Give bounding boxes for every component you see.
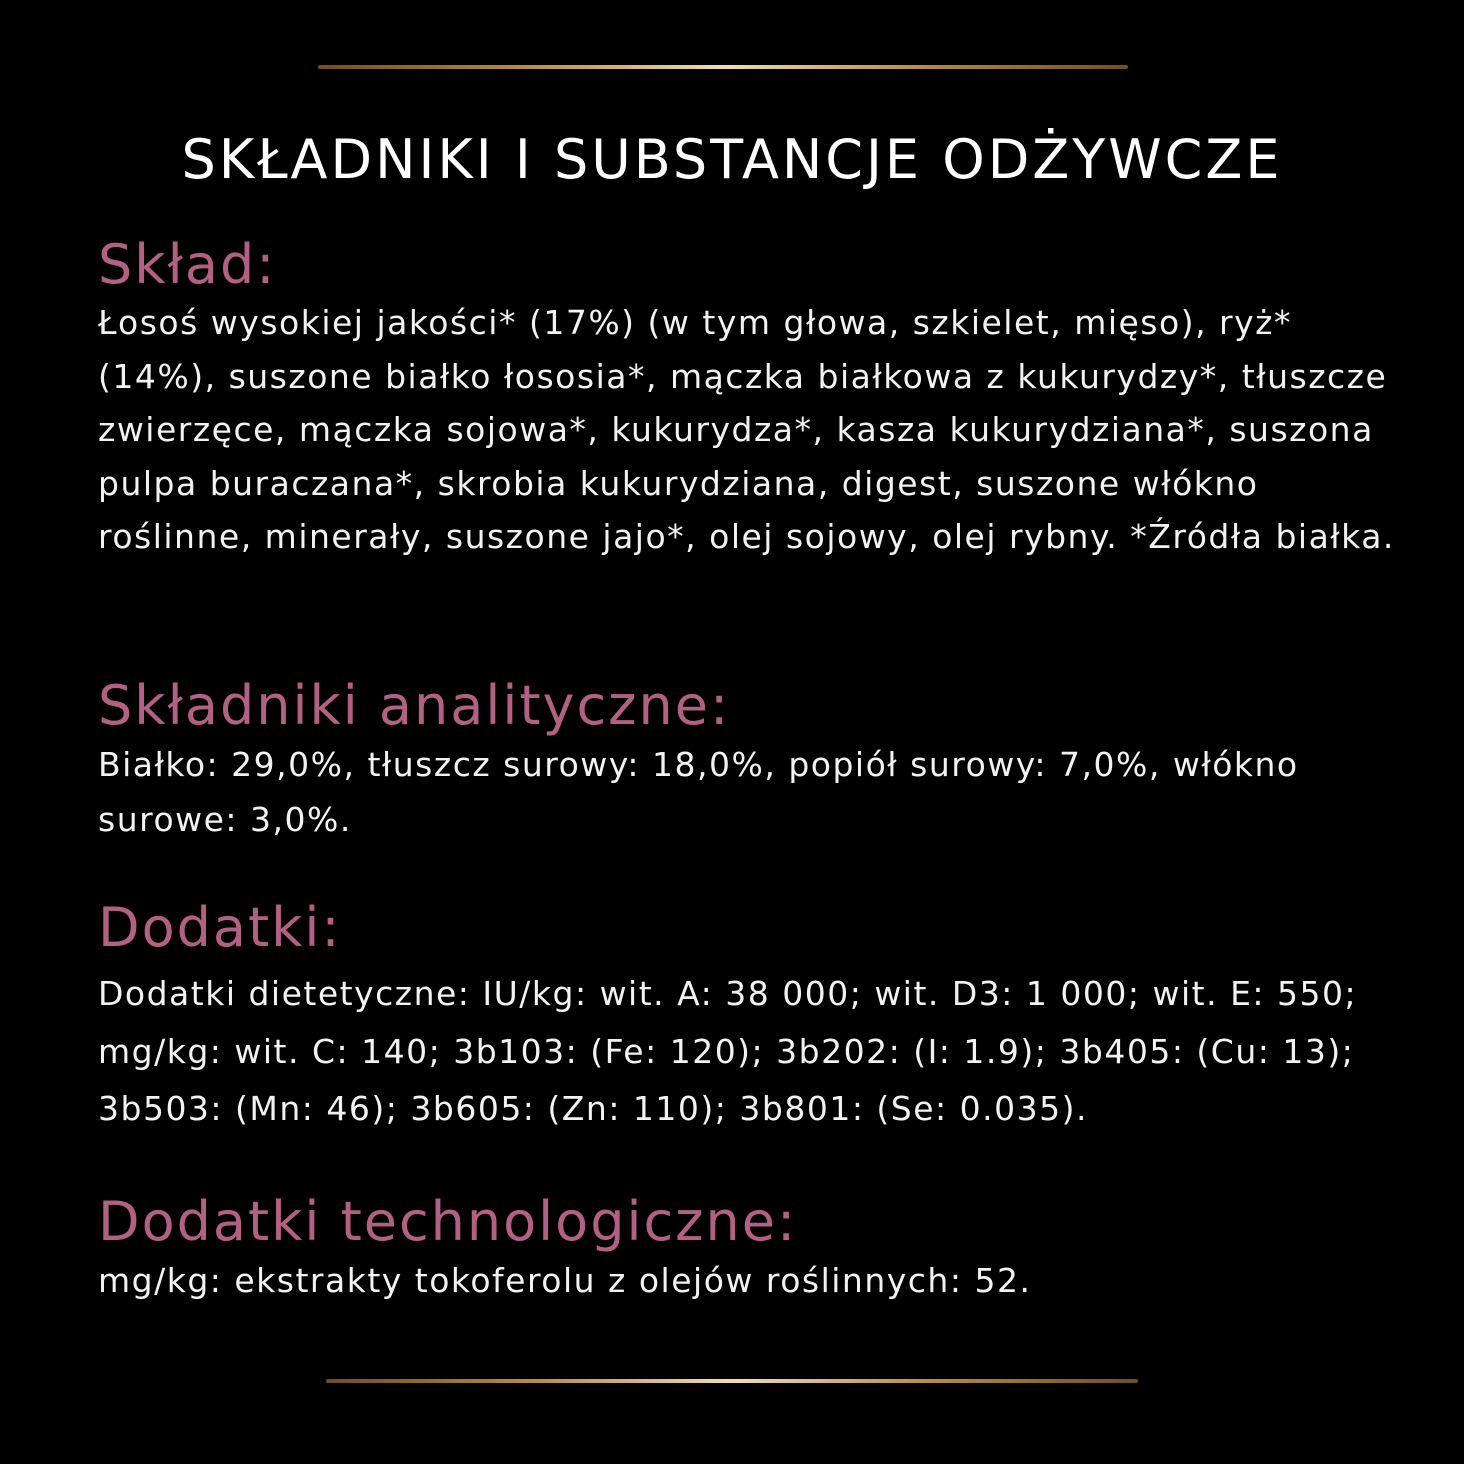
- section-additives: [98, 897, 1408, 1138]
- section-heading-additives: Dodatki:: [98, 896, 342, 959]
- section-body-additives: Dodatki dietetyczne: IU/kg: wit. A: 38 000; wit. D3: 1 000; wit. E: 550; mg/kg: wit. C: 140; 3b103: (Fe: 120); 3b202: (I: 1.9); 3b405: (Cu: 13); 3b503: (Mn: 46); 3b605: (Zn: 110); 3b801: (Se: 0.035).: [98, 974, 1358, 1128]
- section-composition: [98, 234, 1408, 564]
- section-heading-analytical: Składniki analityczne:: [98, 674, 731, 737]
- bottom-gold-divider: [326, 1379, 1138, 1383]
- section-heading-technological: Dodatki technologiczne:: [98, 1190, 798, 1253]
- page-title: SKŁADNIKI I SUBSTANCJE ODŻYWCZE: [181, 128, 1283, 191]
- section-technological-additives: [98, 1191, 1408, 1308]
- section-body-analytical: Białko: 29,0%, tłuszcz surowy: 18,0%, popiół surowy: 7,0%, włókno surowe: 3,0%.: [98, 745, 1299, 839]
- top-gold-divider: [318, 65, 1128, 69]
- section-body-composition: Łosoś wysokiej jakości* (17%) (w tym głowa, szkielet, mięso), ryż* (14%), suszone białko łososia*, mączka białkowa z kukurydzy*, tłuszcze zwierzęce, mączka sojowa*, kukurydza*, kasza kukurydziana*, suszona pulpa buraczana*, skrobia kukurydziana, digest, suszone włókno roślinne, minerały, suszone jajo*, olej sojowy, olej rybny. *Źródła białka.: [98, 303, 1395, 557]
- section-analytical-constituents: [98, 675, 1408, 847]
- section-heading-composition: Skład:: [98, 233, 277, 296]
- section-body-technological: mg/kg: ekstrakty tokoferolu z olejów roślinnych: 52.: [98, 1261, 1032, 1300]
